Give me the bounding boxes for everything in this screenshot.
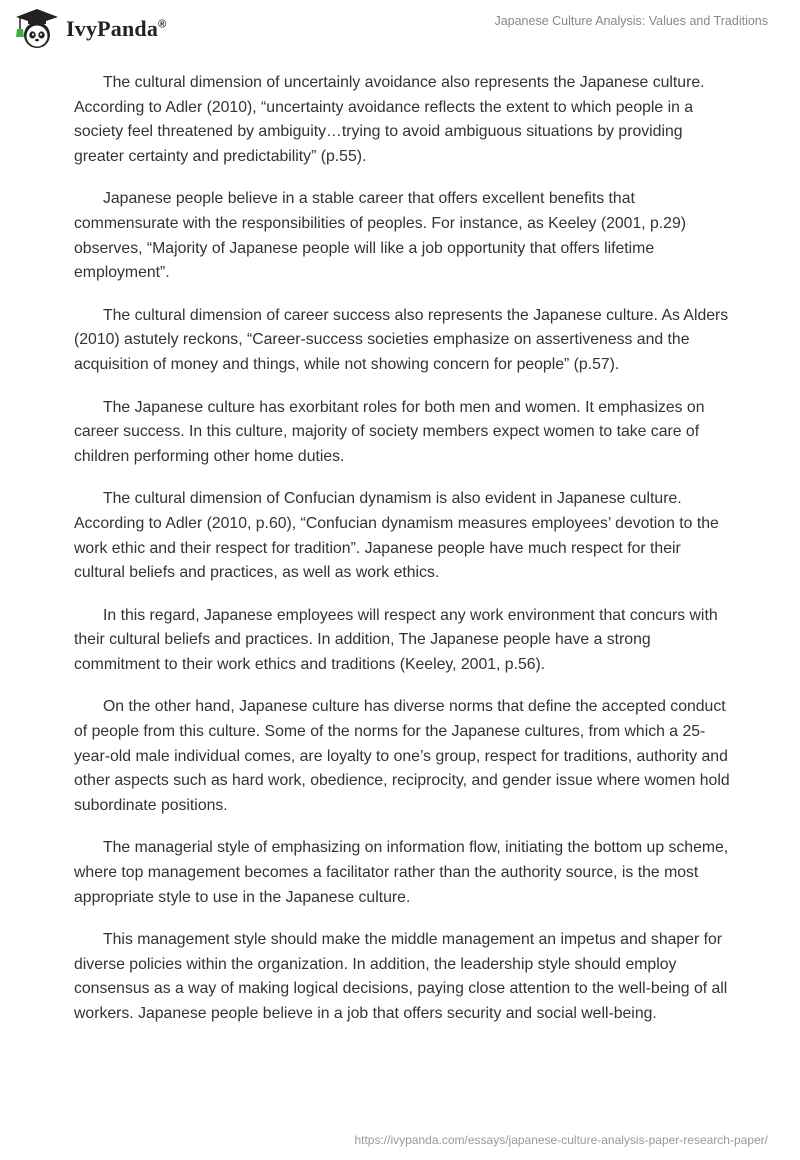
- ivypanda-logo[interactable]: [14, 8, 166, 50]
- paragraph: The cultural dimension of career success also represents the Japanese culture. As Alders (2010) astutely reckons, “Career-success societies emphasize on assertiveness and the acquisition of money and things, while not showing concern for people” (p.57).: [74, 306, 729, 373]
- paragraph: The managerial style of emphasizing on information flow, initiating the bottom up scheme, where top management becomes a facilitator rather than the authority source, is the most appropriate style to use in the Japanese culture.: [74, 839, 729, 906]
- paragraph: The Japanese culture has exorbitant roles for both men and women. It emphasizes on career success. In this culture, majority of society members expect women to take care of children performing other home duties.: [74, 398, 705, 465]
- paragraph: This management style should make the middle management an impetus and shaper for diverse policies within the organization. In addition, the leadership style should employ consensus as a way of making logical decisions, paying close attention to the well-being of all workers. Japanese people believe in a job that offers security and social well-being.: [74, 931, 728, 1022]
- source-url-link[interactable]: https://ivypanda.com/essays/japanese-culture-analysis-paper-research-paper/: [354, 1133, 768, 1147]
- registered-mark: ®: [158, 18, 167, 31]
- panda-graduate-icon: [14, 8, 60, 50]
- paragraph: The cultural dimension of uncertainly avoidance also represents the Japanese culture. According to Adler (2010), “uncertainty avoidance reflects the extent to which people in a society feel threatened by ambiguity…trying to avoid ambiguous situations by providing greater certainty and predictability” (p.55).: [74, 74, 705, 165]
- paragraph: On the other hand, Japanese culture has diverse norms that define the accepted conduct of people from this culture. Some of the norms for the Japanese cultures, from which a 25-year-old male individual comes, are loyalty to one’s group, respect for traditions, authority and other aspects such as hard work, obedience, reciprocity, and gender issue where women hold subordinate positions.: [74, 698, 730, 814]
- page-header: [0, 0, 800, 60]
- brand-name: [66, 16, 166, 42]
- document-title: Japanese Culture Analysis: Values and Traditions: [494, 14, 768, 28]
- paragraph: The cultural dimension of Confucian dynamism is also evident in Japanese culture. According to Adler (2010, p.60), “Confucian dynamism measures employees’ devotion to the work ethic and their respect for tradition”. Japanese people have much respect for their cultural beliefs and practices, as well as work ethics.: [74, 490, 719, 582]
- paragraph: Japanese people believe in a stable career that offers excellent benefits that commensurate with the responsibilities of peoples. For instance, as Keeley (2001, p.29) observes, “Majority of Japanese people will like a job opportunity that offers lifetime employment”.: [74, 190, 687, 282]
- brand-text: IvyPanda: [66, 16, 159, 41]
- essay-body: [74, 71, 734, 1045]
- paragraph: In this regard, Japanese employees will respect any work environment that concurs with their cultural beliefs and practices. In addition, The Japanese people have a strong commitment to their work ethics and traditions (Keeley, 2001, p.56).: [74, 606, 718, 673]
